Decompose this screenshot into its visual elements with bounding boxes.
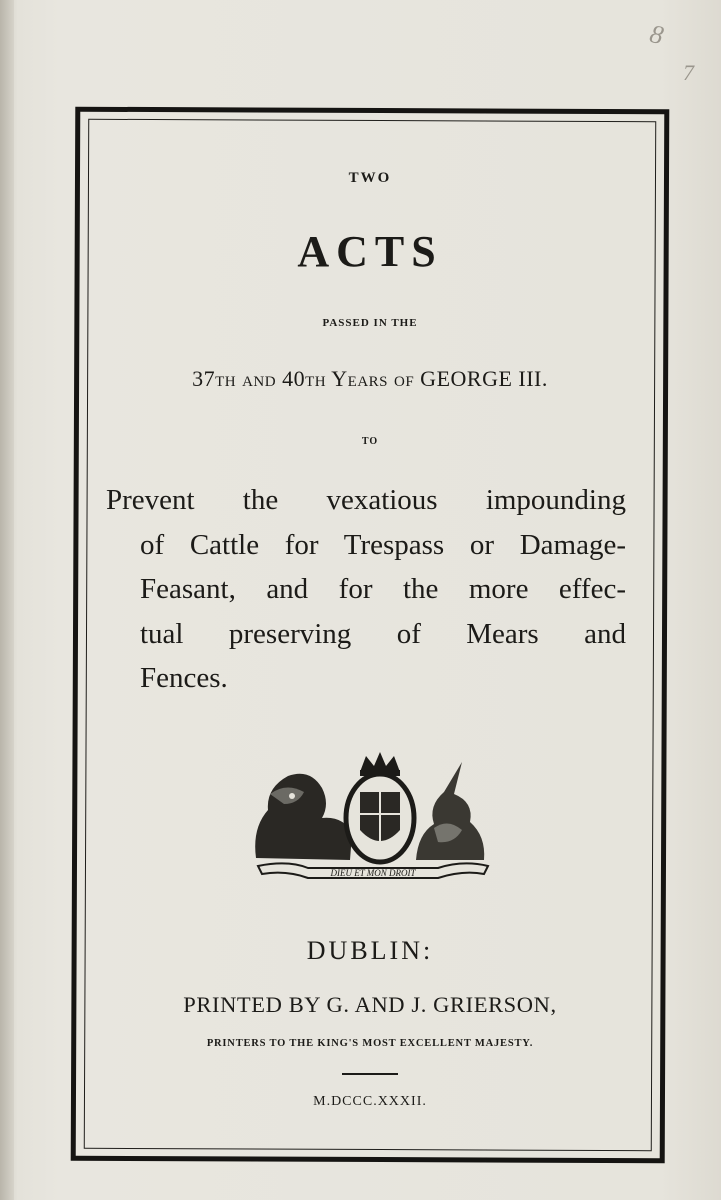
description-line: tual preserving of Mears and: [140, 617, 626, 650]
description-line: Feasant, and for the more effec-: [140, 573, 626, 605]
crest-motto: DIEU ET MON DROIT: [330, 868, 416, 878]
title-two: TWO: [348, 170, 392, 186]
description-line: Prevent the vexatious impounding: [106, 484, 626, 516]
pencil-mark: 7: [683, 60, 694, 85]
book-gutter: [0, 0, 14, 1200]
description-line: Fences.: [140, 662, 228, 694]
divider-rule: [342, 1073, 398, 1075]
act-description: [106, 478, 626, 701]
imprint-date: M.DCCC.XXXII.: [313, 1094, 427, 1109]
imprint-printer: PRINTED BY G. AND J. GRIERSON,: [183, 992, 557, 1017]
title-to: TO: [361, 436, 379, 447]
title-passed: PASSED IN THE: [322, 317, 418, 329]
description-line: of Cattle for Trespass or Damage-: [140, 528, 626, 561]
imprint-printers-to: PRINTERS TO THE KING'S MOST EXCELLENT MAJESTY.: [206, 1038, 534, 1049]
imprint-city: DUBLIN:: [306, 936, 434, 965]
title-years: 37th and 40th Years of GEORGE III.: [192, 366, 548, 391]
pencil-mark: 8: [647, 18, 666, 51]
title-acts: ACTS: [297, 227, 443, 276]
royal-coat-of-arms-icon: [248, 748, 498, 884]
